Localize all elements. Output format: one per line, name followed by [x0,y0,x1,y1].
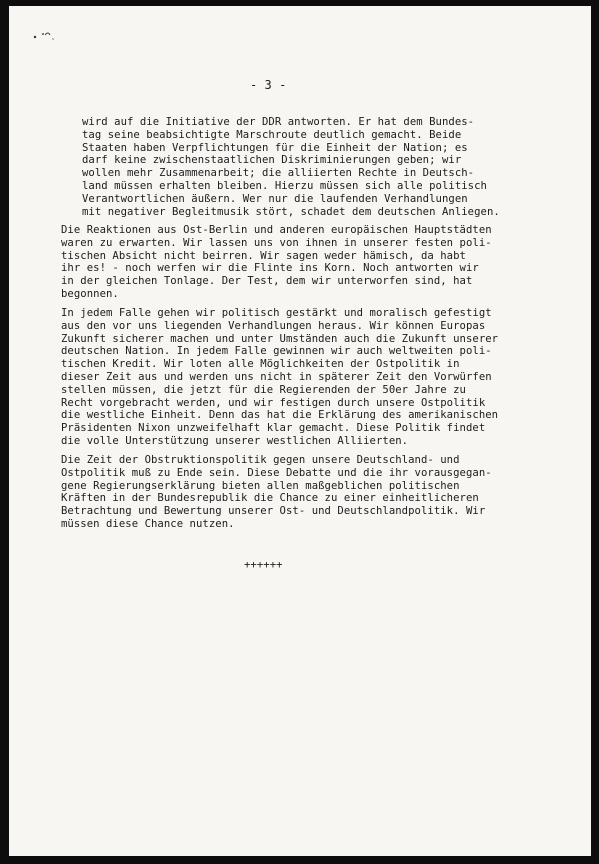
paragraph-3: In jedem Falle gehen wir politisch gestärkt und moralisch gefestigt aus den vor uns liegenden Verhandlungen heraus. Wir können Europas Zukunft sicherer machen und unter Umständen auch die Zukunft unserer deutschen Nation. In jedem Falle gewinnen wir auch weltweiten poli- tischen Kredit. Wir loten alle Möglichkeiten der Ostpolitik in dieser Zeit aus und werden uns nicht in späterer Zeit den Vorwürfen stellen müssen, die jetzt für die Regierenden der 50er Jahre zu Recht vorgebracht werden, und wir festigen durch unsere Ostpolitik die westliche Einheit. Denn das hat die Erklärung des amerikanischen Präsidenten Nixon unzweifelhaft klar gemacht. Diese Politik findet die volle Unterstützung unserer westlichen Alliierten. [61,307,499,447]
paragraph-2: Die Reaktionen aus Ost-Berlin und anderen europäischen Hauptstädten waren zu erwarten. Wir lassen uns von ihnen in unserer festen poli- tischen Absicht nicht beirren. Wir sagen weder hämisch, da habt ihr es! - noch werfen wir die Flinte ins Korn. Noch antworten wir in der gleichen Tonlage. Der Test, dem wir unterworfen sind, hat begonnen. [61,224,492,300]
paragraph-4: Die Zeit der Obstruktionspolitik gegen unsere Deutschland- und Ostpolitik muß zu Ende sein. Diese Debatte und die ihr vorausgegan- gene Regierungserklärung bieten allen maßgeblichen politischen Kräften in der Bundesrepublik die Chance zu einer einheitlicheren Betrachtung und Bewertung unserer Ost- und Deutschlandpolitik. Wir müssen diese Chance nutzen. [61,454,492,530]
paragraph-1: wird auf die Initiative der DDR antworten. Er hat dem Bundes- tag seine beabsichtigte Marschroute deutlich gemacht. Beide Staaten haben Verpflichtungen für die Einheit der Nation; es darf keine zwischenstaatlichen Diskriminierungen geben; wir wollen mehr Zusammenarbeit; die alliierten Rechte in Deutsch- land müssen erhalten bleiben. Hierzu müssen sich alle politisch Verantwortlichen äußern. Wer nur die laufenden Verhandlungen mit negativer Begleitmusik stört, schadet dem deutschen Anliegen. [82,116,500,218]
ink-smudge [31,28,71,50]
document-page [9,6,591,856]
page-number: - 3 - [250,78,287,92]
end-mark: ++++++ [244,559,283,571]
